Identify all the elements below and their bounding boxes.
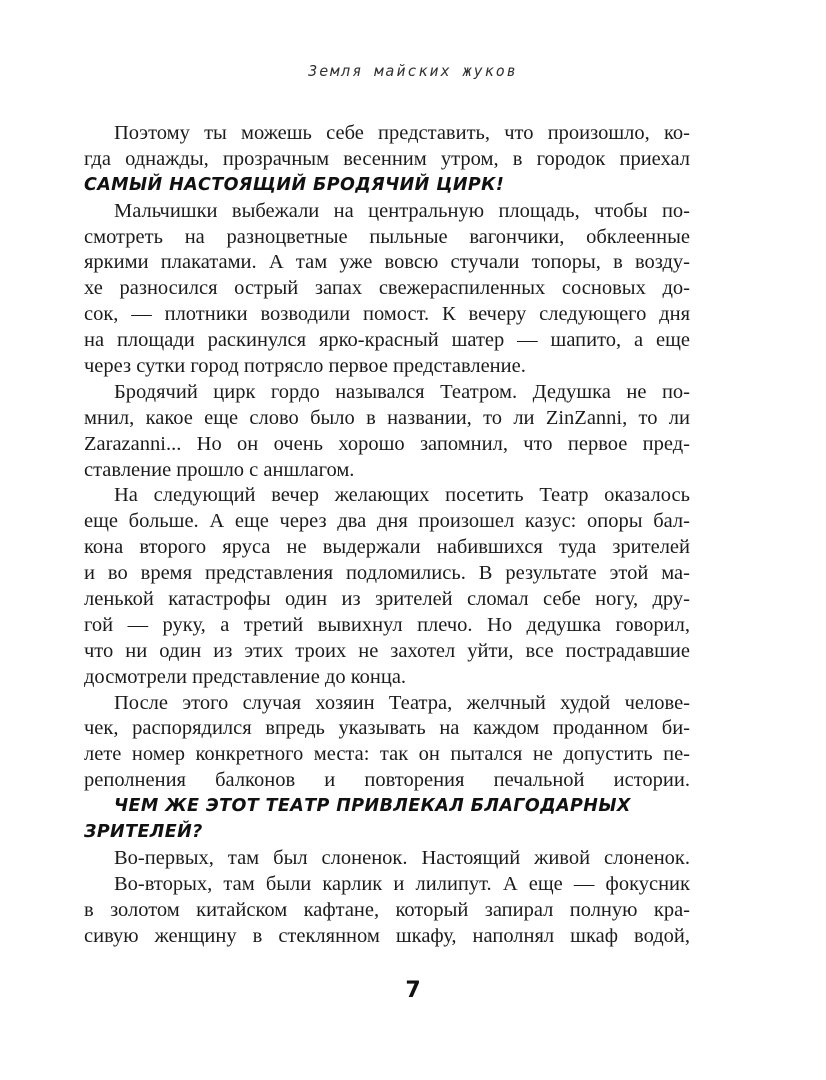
text-line: хе разносился острый запах свежераспиленных сосновых до-: [84, 277, 690, 300]
text-line: сок, — плотники возводили помост. К вечеру следующего дня: [84, 303, 690, 326]
text-line: лете номер конкретного места: так он пытался не допустить пе-: [84, 743, 690, 766]
text-line: После этого случая хозяин Театра, желчный худой челове-: [114, 691, 690, 714]
text-line: досмотрели представление до конца.: [84, 665, 407, 688]
text-line: ставление прошло с аншлагом.: [84, 458, 355, 481]
text-line: через сутки город потрясло первое представление.: [84, 355, 526, 378]
text-line: и во время представления подломились. В результате этой ма-: [84, 562, 690, 585]
text-line: Мальчишки выбежали на центральную площадь, чтобы по-: [114, 199, 690, 222]
text-line: яркими плакатами. А там уже вовсю стучали топоры, в возду-: [84, 251, 690, 274]
text-line: сивую женщину в стеклянном шкафу, наполнял шкаф водой,: [84, 924, 690, 947]
page-number: 7: [405, 978, 421, 1003]
text-line: мнил, какое еще слово было в названии, то ли ZinZanni, то ли: [84, 406, 690, 429]
text-line: в золотом китайском кафтане, который запирал полную кра-: [84, 898, 690, 921]
text-line: чек, распорядился впредь указывать на каждом проданном би-: [84, 717, 690, 740]
text-line: Бродячий цирк гордо назывался Театром. Дедушка не по-: [114, 380, 690, 403]
running-head: Земля майских жуков: [308, 62, 518, 80]
text-line: еще больше. А еще через два дня произошел казус: опоры бал-: [84, 510, 690, 533]
text-line: Поэтому ты можешь себе представить, что произошло, ко-: [114, 122, 690, 144]
text-line: Во-первых, там был слоненок. Настоящий живой слоненок.: [114, 846, 690, 869]
text-line: Zarazanni... Но он очень хорошо запомнил, что первое пред-: [84, 432, 690, 455]
text-line: ленькой катастрофы один из зрителей сломал себе ногу, дру-: [84, 588, 690, 611]
text-line: Во-вторых, там были карлик и лилипут. А еще — фокусник: [114, 872, 690, 895]
text-line: На следующий вечер желающих посетить Театр оказалось: [114, 484, 690, 507]
text-line: кона второго яруса не выдержали набившихся туда зрителей: [84, 536, 690, 559]
display-heading-line: ЗРИТЕЛЕЙ?: [84, 822, 203, 843]
text-line: гда однажды, прозрачным весенним утром, в городок приехал: [84, 147, 690, 170]
text-line: что ни один из этих троих не захотел уйти, все пострадавшие: [84, 639, 690, 662]
text-line: на площади раскинулся ярко-красный шатер — шапито, а еще: [84, 329, 690, 352]
body-text: [84, 121, 690, 950]
text-line: гой — руку, а третий вывихнул плечо. Но дедушка говорил,: [84, 613, 690, 636]
text-line: реполнения балконов и повторения печальной истории.: [84, 769, 690, 792]
text-line: смотреть на разноцветные пыльные вагончики, обклеенные: [84, 225, 690, 248]
display-heading-line: САМЫЙ НАСТОЯЩИЙ БРОДЯЧИЙ ЦИРК!: [84, 174, 505, 195]
display-heading-line: ЧЕМ ЖЕ ЭТОТ ТЕАТР ПРИВЛЕКАЛ БЛАГОДАРНЫХ: [114, 796, 631, 817]
